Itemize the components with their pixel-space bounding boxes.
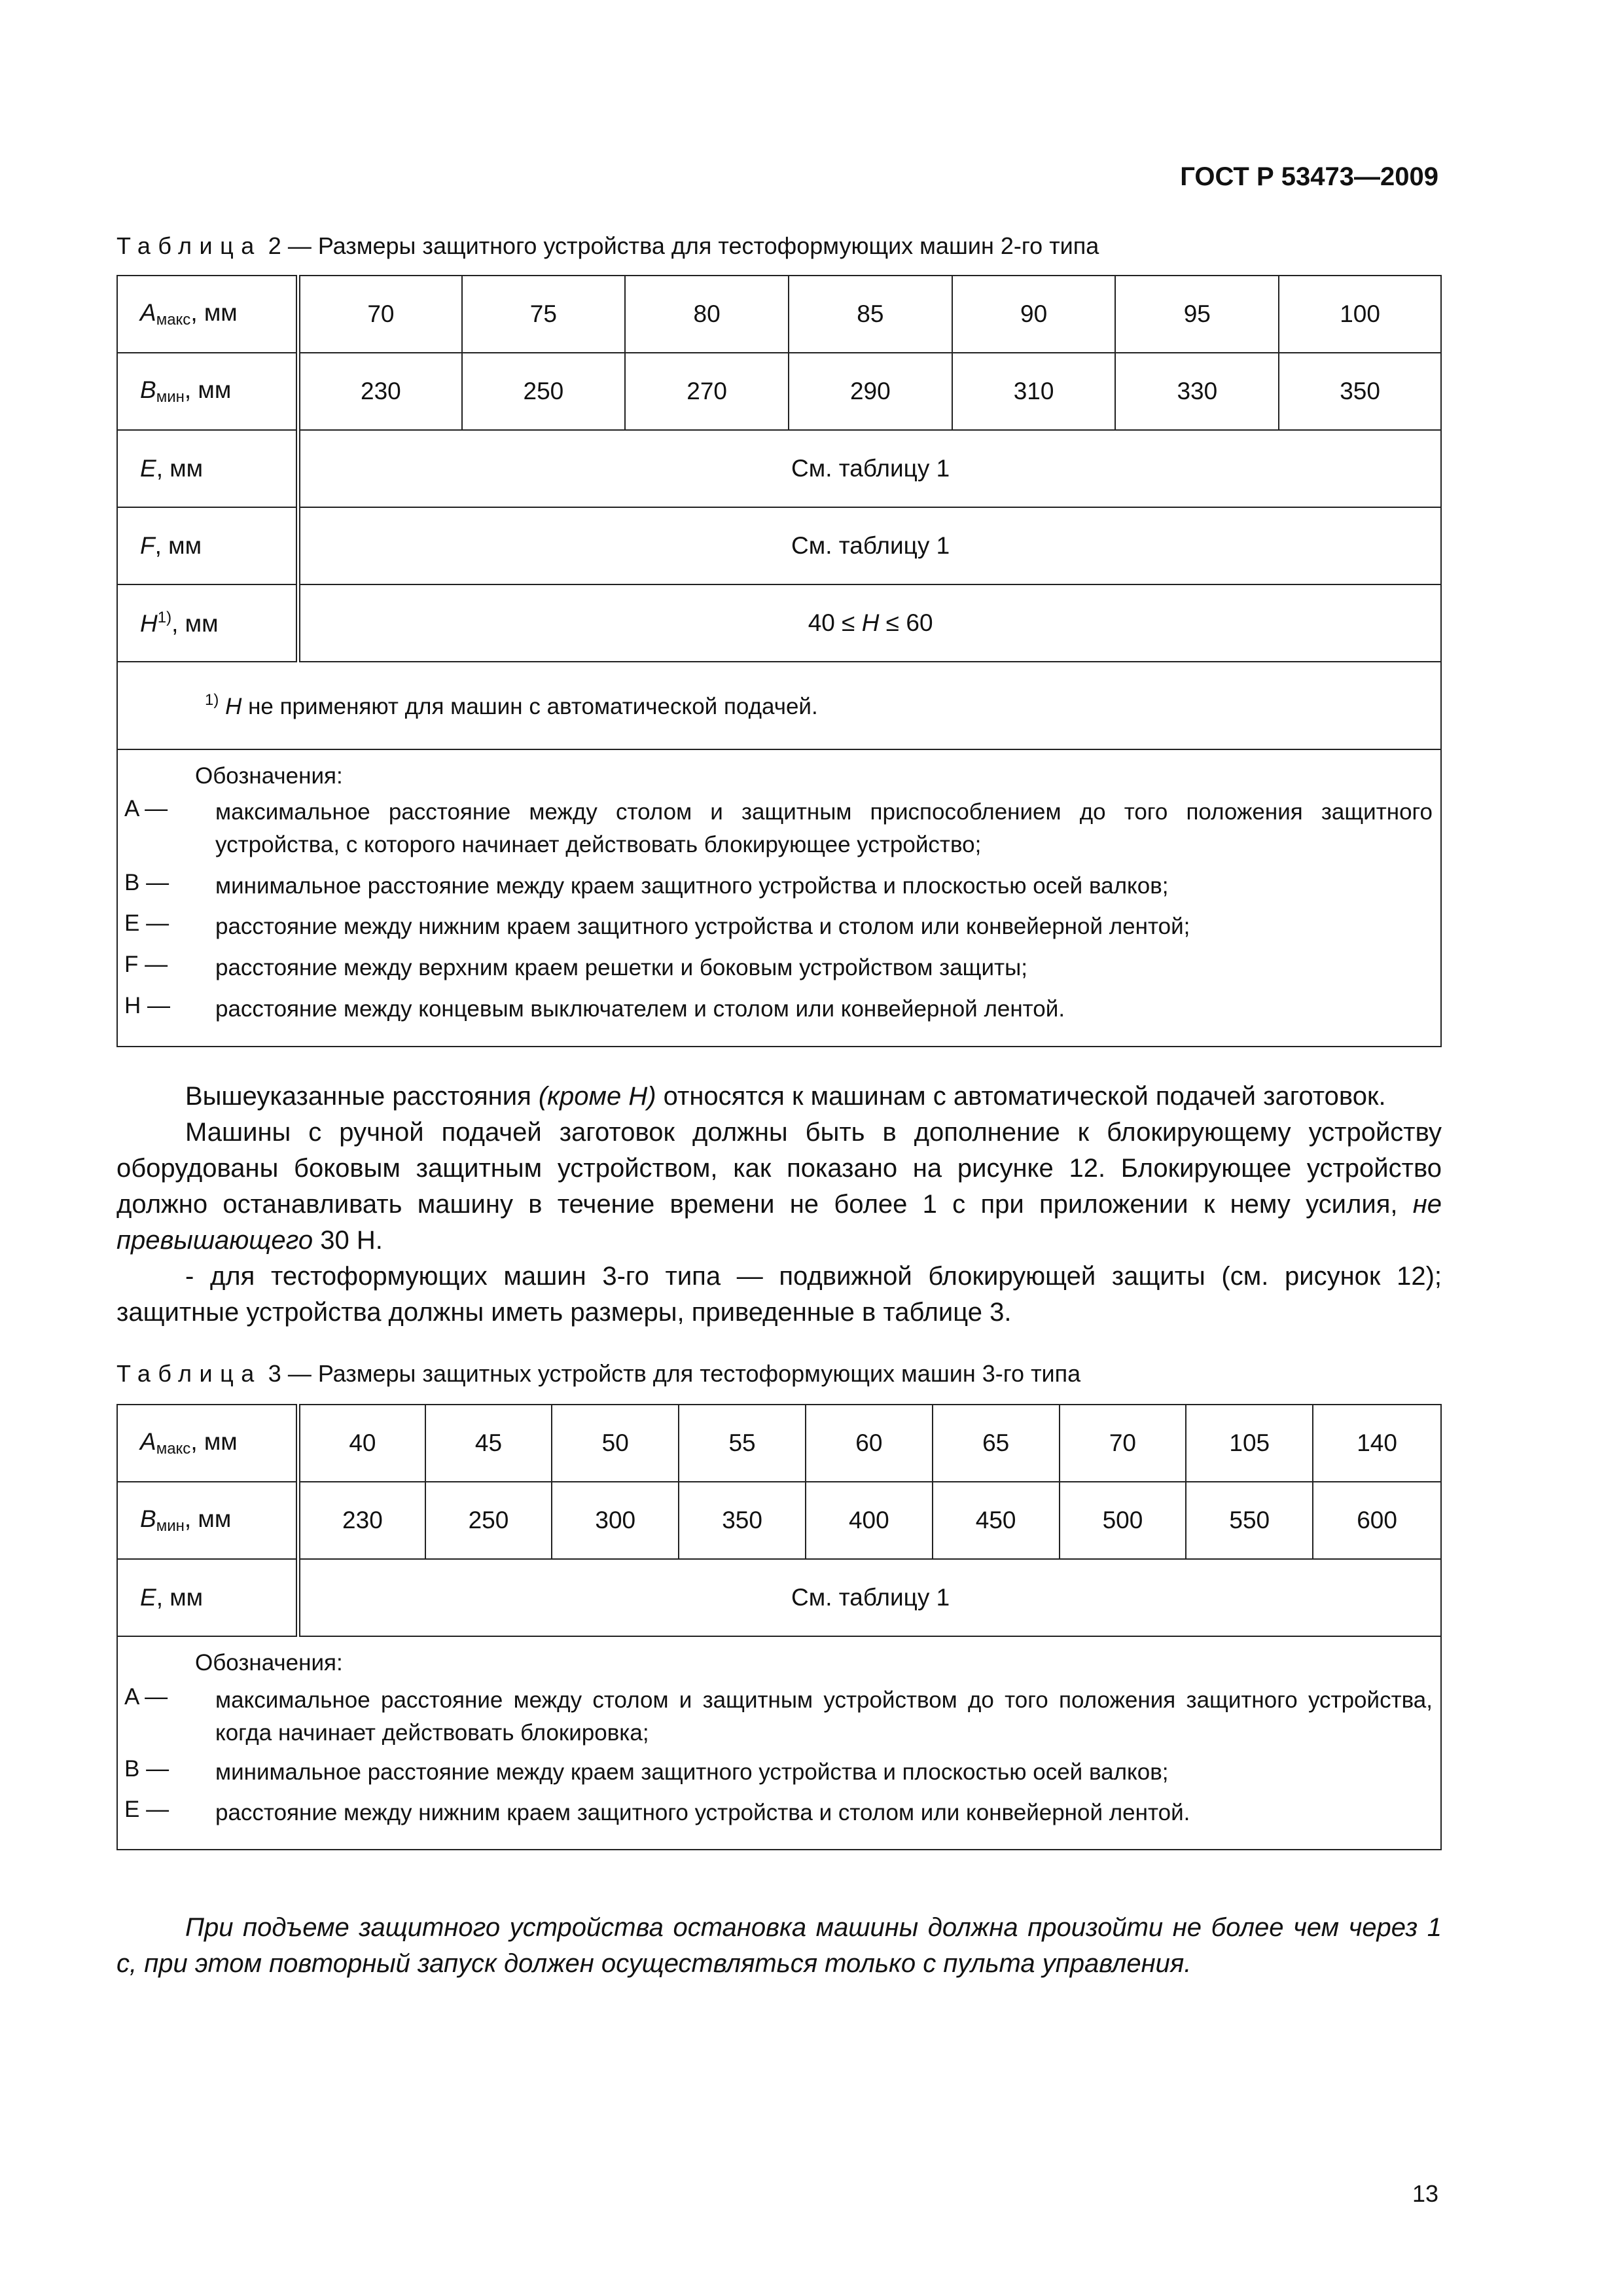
table2-row-h: [117, 584, 1441, 662]
table3-caption-title: 3 — Размеры защитных устройств для тестоформующих машин 3-го типа: [261, 1360, 1081, 1387]
paragraph-1: Вышеуказанные расстояния (кроме H) относятся к машинам с автоматической подачей заготовок.: [185, 1082, 1386, 1111]
paragraph-2: Машины с ручной подачей заготовок должны быть в дополнение к блокирующему устройству оборудованы боковым защитным устройством, как показано на рисунке 12. Блокирующее устройство должно останавливать машину в течение времени не более 1 с при приложении к нему усилия, не превышающего 30 Н.: [116, 1118, 1442, 1255]
table3-cell: 40: [298, 1405, 425, 1482]
legend-key: B —: [124, 870, 169, 895]
legend-title: Обозначения:: [195, 1650, 343, 1676]
legend-key: A —: [124, 1684, 168, 1710]
table3-cell: 500: [1060, 1482, 1186, 1559]
table2-label-h: $H^{1)}$, мм: [117, 584, 298, 662]
table3-e-value: См. таблицу 1: [298, 1559, 1441, 1636]
legend-key: A —: [124, 796, 168, 821]
table3-cell: 450: [933, 1482, 1060, 1559]
legend-text: максимальное расстояние между столом и защитным приспособлением до того положения защитного устройства, с которого начинает действовать блокирующее устройство;: [215, 799, 1433, 857]
table2-cell: 350: [1279, 353, 1441, 430]
legend-text: максимальное расстояние между столом и защитным устройством до того положения защитного устройства, когда начинает действовать блокировка;: [215, 1687, 1433, 1746]
table2-footnote: $^{1)}$ H не применяют для машин с автоматической подачей.: [117, 662, 1441, 749]
table3-caption: [116, 1360, 1080, 1388]
legend-text: расстояние между концевым выключателем и столом или конвейерной лентой.: [215, 996, 1065, 1022]
table2-cell: 75: [462, 276, 626, 353]
table3-cell: 65: [933, 1405, 1060, 1482]
table3-cell: 70: [1060, 1405, 1186, 1482]
table2-label-e: E, мм: [117, 430, 298, 507]
legend-key: F —: [124, 952, 168, 977]
table3-caption-word: Таблица: [116, 1360, 262, 1387]
legend-key: B —: [124, 1756, 169, 1782]
document-code: ГОСТ Р 53473—2009: [1180, 162, 1438, 191]
table2-caption: [116, 232, 1099, 260]
table3-label-e: E, мм: [117, 1559, 298, 1636]
table3-label-a: $A_{макс}$, мм: [117, 1405, 298, 1482]
legend-text: расстояние между верхним краем решетки и боковым устройством защиты;: [215, 955, 1027, 980]
table3-cell: 55: [679, 1405, 806, 1482]
table2-cell: 100: [1279, 276, 1441, 353]
table2-cell: 270: [625, 353, 789, 430]
table2-row-b: [117, 353, 1441, 430]
table2-label-a: $A_{макс}$, мм: [117, 276, 298, 353]
table3-row-a: [117, 1405, 1441, 1482]
table3-legend-row: [117, 1636, 1441, 1850]
legend-key: E —: [124, 1797, 169, 1822]
table3-label-b: $B_{мин}$, мм: [117, 1482, 298, 1559]
table2-label-b: $B_{мин}$, мм: [117, 353, 298, 430]
table2-caption-word: Таблица: [116, 232, 262, 259]
table3-cell: 550: [1186, 1482, 1313, 1559]
table2-h-value: 40 ≤ H ≤ 60: [298, 584, 1441, 662]
legend-text: расстояние между нижним краем защитного устройства и столом или конвейерной лентой;: [215, 914, 1190, 939]
table3-cell: 400: [806, 1482, 933, 1559]
table2-legend-row: [117, 749, 1441, 1047]
table3: [116, 1404, 1442, 1850]
table3-cell: 140: [1313, 1405, 1441, 1482]
table3-cell: 105: [1186, 1405, 1313, 1482]
table2-cell: 330: [1115, 353, 1279, 430]
legend-key: E —: [124, 910, 169, 936]
paragraph-4: При подъеме защитного устройства остановка машины должна произойти не более чем через 1 с, при этом повторный запуск должен осуществляться только с пульта управления.: [116, 1913, 1442, 1978]
table2-e-value: См. таблицу 1: [298, 430, 1441, 507]
table3-cell: 50: [552, 1405, 679, 1482]
table2: [116, 275, 1442, 1047]
legend-text: минимальное расстояние между краем защитного устройства и плоскостью осей валков;: [215, 873, 1169, 899]
table3-cell: 600: [1313, 1482, 1441, 1559]
table2-caption-title: 2 — Размеры защитного устройства для тестоформующих машин 2-го типа: [261, 232, 1099, 259]
table3-cell: 250: [425, 1482, 552, 1559]
table2-cell: 90: [952, 276, 1116, 353]
table2-cell: 250: [462, 353, 626, 430]
table3-cell: 60: [806, 1405, 933, 1482]
table2-row-f: [117, 507, 1441, 584]
table2-cell: 70: [298, 276, 462, 353]
table3-row-b: [117, 1482, 1441, 1559]
table2-cell: 230: [298, 353, 462, 430]
table2-label-f: F, мм: [117, 507, 298, 584]
legend-title: Обозначения:: [195, 763, 343, 789]
table2-cell: 95: [1115, 276, 1279, 353]
table2-legend: [117, 749, 1441, 1047]
legend-text: расстояние между нижним краем защитного устройства и столом или конвейерной лентой.: [215, 1800, 1190, 1825]
table2-row-e: [117, 430, 1441, 507]
table3-cell: 300: [552, 1482, 679, 1559]
table3-cell: 45: [425, 1405, 552, 1482]
table3-cell: 350: [679, 1482, 806, 1559]
table2-footnote-row: [117, 662, 1441, 749]
page-number: 13: [1412, 2180, 1438, 2207]
legend-text: минимальное расстояние между краем защитного устройства и плоскостью осей валков;: [215, 1759, 1169, 1785]
table2-cell: 80: [625, 276, 789, 353]
table3-row-e: [117, 1559, 1441, 1636]
legend-key: H —: [124, 993, 170, 1018]
table2-cell: 310: [952, 353, 1116, 430]
table3-legend: [117, 1636, 1441, 1850]
table2-cell: 85: [789, 276, 952, 353]
table2-cell: 290: [789, 353, 952, 430]
table2-f-value: См. таблицу 1: [298, 507, 1441, 584]
paragraph-3: - для тестоформующих машин 3-го типа — подвижной блокирующей защиты (см. рисунок 12); защитные устройства должны иметь размеры, приведенные в таблице 3.: [116, 1262, 1442, 1327]
table3-cell: 230: [298, 1482, 425, 1559]
table2-row-a: [117, 276, 1441, 353]
